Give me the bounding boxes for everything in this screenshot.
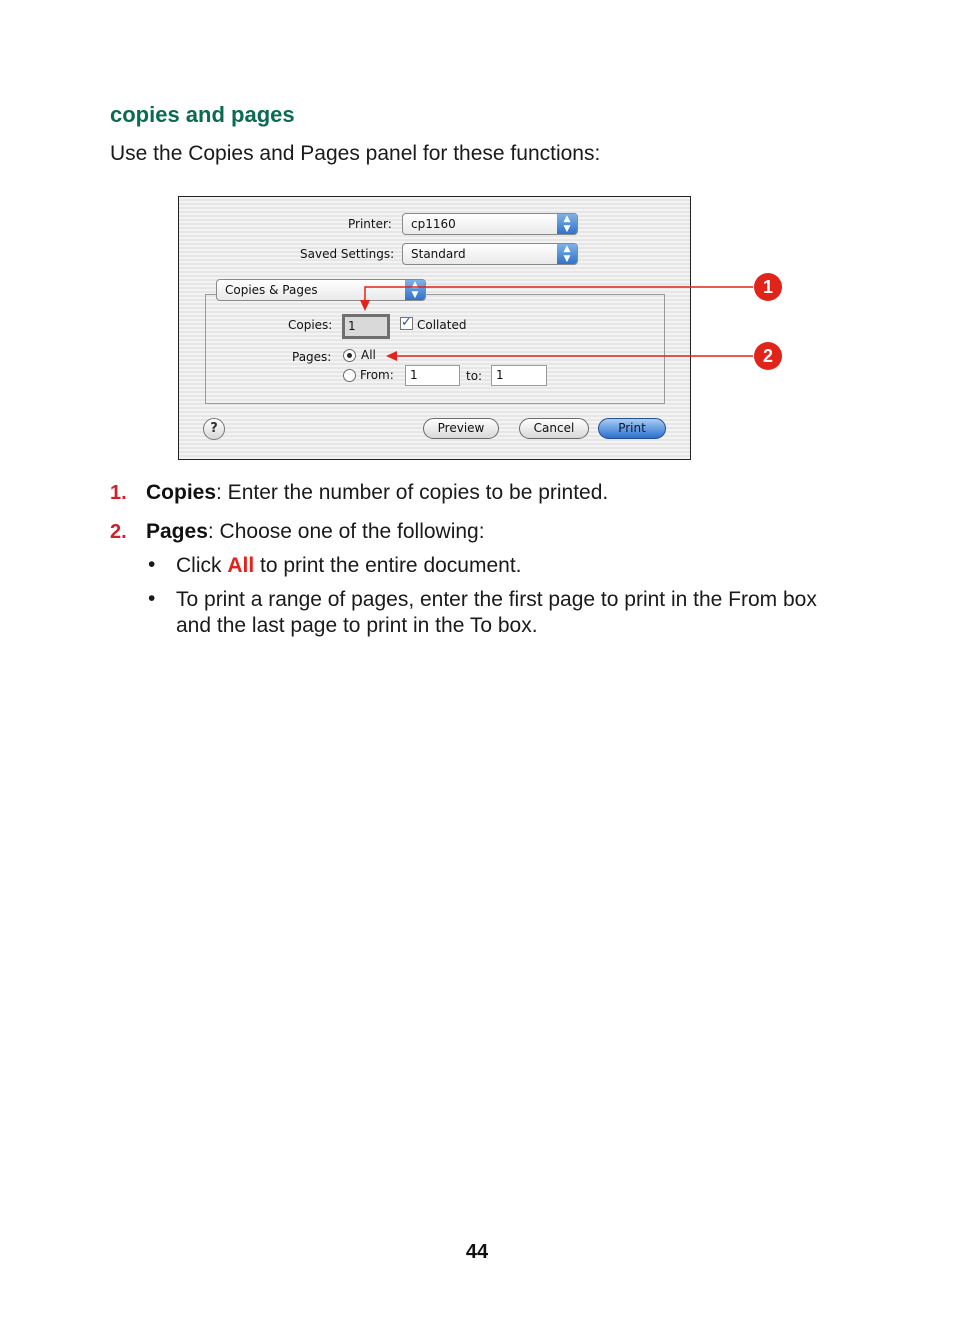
bullet-all-suffix: to print the entire document. [254, 554, 522, 577]
bullet-all [176, 553, 856, 579]
bullet-icon: • [148, 553, 156, 576]
collated-checkbox[interactable]: ✓ [401, 315, 412, 330]
from-label: From: [360, 368, 394, 382]
popup-arrows-icon: ▲ ▼ [557, 214, 577, 234]
intro-text: Use the Copies and Pages panel for these functions: [110, 142, 601, 165]
to-input[interactable]: 1 [491, 365, 547, 386]
bullet-all-prefix: Click [176, 554, 228, 577]
page-number: 44 [465, 1241, 489, 1263]
preview-button[interactable]: Preview [423, 418, 499, 439]
list-item-copies [146, 481, 608, 505]
to-label: to: [466, 369, 483, 383]
print-button[interactable]: Print [598, 418, 666, 439]
list-item-pages [146, 520, 485, 544]
saved-settings-label: Saved Settings: [300, 247, 395, 261]
pages-from-radio[interactable] [343, 369, 356, 382]
print-dialog-screenshot [178, 196, 691, 460]
copies-label: Copies: [288, 318, 333, 332]
pages-label: Pages: [292, 350, 332, 364]
from-input[interactable]: 1 [405, 365, 460, 386]
list-number-1: 1. [110, 482, 127, 504]
panel-value: Copies & Pages [225, 283, 318, 297]
help-icon[interactable]: ? [203, 418, 225, 440]
printer-label: Printer: [348, 217, 392, 231]
all-highlight: All [227, 554, 255, 577]
copies-input[interactable]: 1 [342, 314, 390, 339]
all-label: All [361, 348, 376, 362]
copies-pages-group [205, 294, 665, 404]
bullet-range: To print a range of pages, enter the first page to print in the From box and the last page to print in the To box. [176, 588, 817, 637]
cancel-button[interactable]: Cancel [519, 418, 589, 439]
section-heading: copies and pages [110, 102, 295, 127]
list-number-2: 2. [110, 521, 127, 543]
collated-label: Collated [417, 318, 467, 332]
printer-popup[interactable] [402, 213, 578, 235]
saved-settings-popup[interactable] [402, 243, 578, 265]
popup-arrows-icon: ▲ ▼ [557, 244, 577, 264]
callout-badge-2: 2 [754, 342, 782, 370]
callout-badge-1: 1 [754, 273, 782, 301]
pages-all-radio[interactable] [343, 349, 356, 362]
printer-value: cp1160 [411, 217, 456, 231]
bullet-icon: • [148, 587, 156, 610]
popup-arrows-icon: ▲ ▼ [405, 280, 425, 300]
pages-description: : Choose one of the following: [207, 520, 485, 543]
copies-term: Copies [146, 481, 217, 504]
pages-term: Pages [146, 520, 208, 543]
saved-settings-value: Standard [411, 247, 466, 261]
panel-popup[interactable] [216, 279, 426, 301]
copies-description: : Enter the number of copies to be printed. [216, 481, 609, 504]
